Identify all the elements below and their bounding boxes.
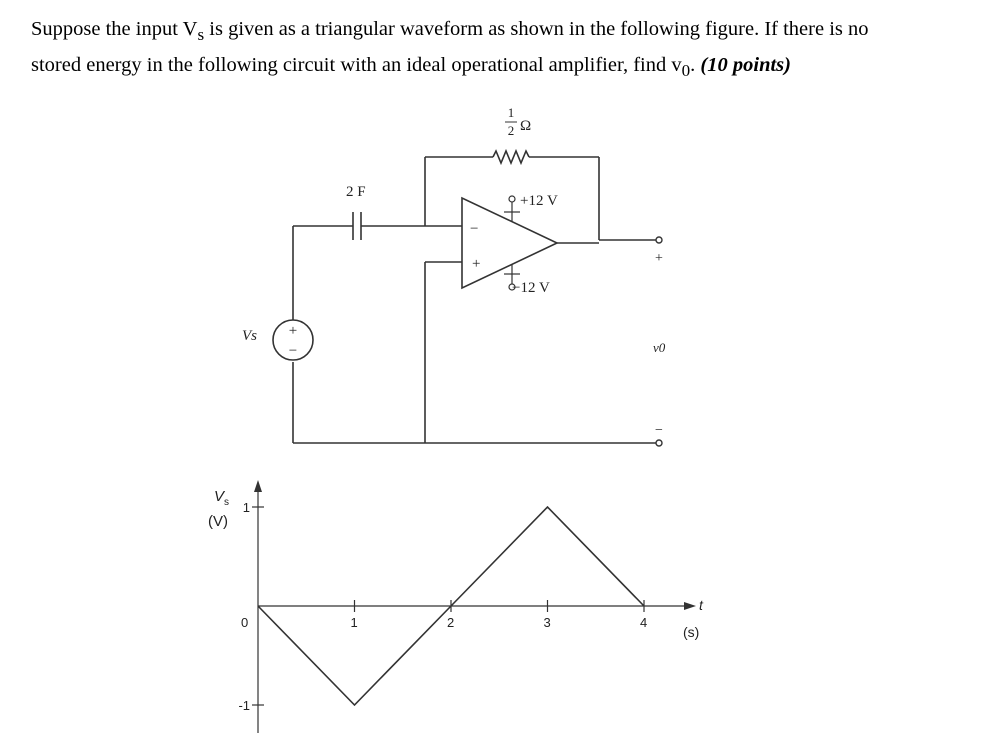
source-plus-sign: + <box>288 323 298 339</box>
question-line2-part1: stored energy in the following circuit with an ideal operational amplifier, find v <box>31 54 682 77</box>
capacitor-label: 2 F <box>346 184 366 200</box>
question-line1-part1: Suppose the input V <box>31 18 198 40</box>
y-label-v: V <box>214 488 225 505</box>
question-points: (10 points) <box>700 54 791 77</box>
y-label-unit: (V) <box>208 513 228 530</box>
x-tick-label-3: 3 <box>543 615 551 630</box>
y-label-sub: s <box>224 497 229 508</box>
x-label-t: t <box>699 597 703 613</box>
output-terminal-top <box>656 237 662 243</box>
y-axis-arrow <box>254 480 262 492</box>
resistor-denominator: 2 <box>507 123 515 138</box>
resistor-numerator: 1 <box>507 105 515 120</box>
waveform-chart <box>208 480 704 733</box>
x-tick-label-1: 1 <box>350 615 358 630</box>
output-plus-sign: + <box>655 251 663 266</box>
resistor-unit: Ω <box>520 118 532 134</box>
feedback-resistor <box>493 151 529 163</box>
source-label: Vs <box>242 328 257 344</box>
neg-supply-label: −12 V <box>512 280 550 296</box>
y-tick-label--1: -1 <box>238 698 250 713</box>
x-tick-label-4: 4 <box>640 615 648 630</box>
question-line2-part2: . <box>690 54 701 77</box>
output-minus-sign: − <box>655 423 663 438</box>
origin-label: 0 <box>241 615 249 630</box>
x-axis-arrow <box>684 602 696 610</box>
x-tick-label-2: 2 <box>447 615 455 630</box>
circuit-diagram <box>273 151 662 446</box>
question-line1-part2: is given as a triangular waveform as shown in the following figure. If there is no <box>204 18 869 40</box>
question-line1-subscript: s <box>197 25 205 45</box>
pos-supply-label: +12 V <box>520 193 558 209</box>
output-label: v0 <box>653 340 666 355</box>
x-label-unit: (s) <box>683 624 700 640</box>
pos-supply-terminal <box>509 196 515 202</box>
y-tick-label-1: 1 <box>242 500 250 515</box>
question-line2-subscript: 0 <box>681 61 691 81</box>
output-terminal-bottom <box>656 440 662 446</box>
inverting-sign: − <box>470 221 479 237</box>
source-minus-sign: − <box>288 343 298 359</box>
noninverting-sign: + <box>472 256 481 272</box>
